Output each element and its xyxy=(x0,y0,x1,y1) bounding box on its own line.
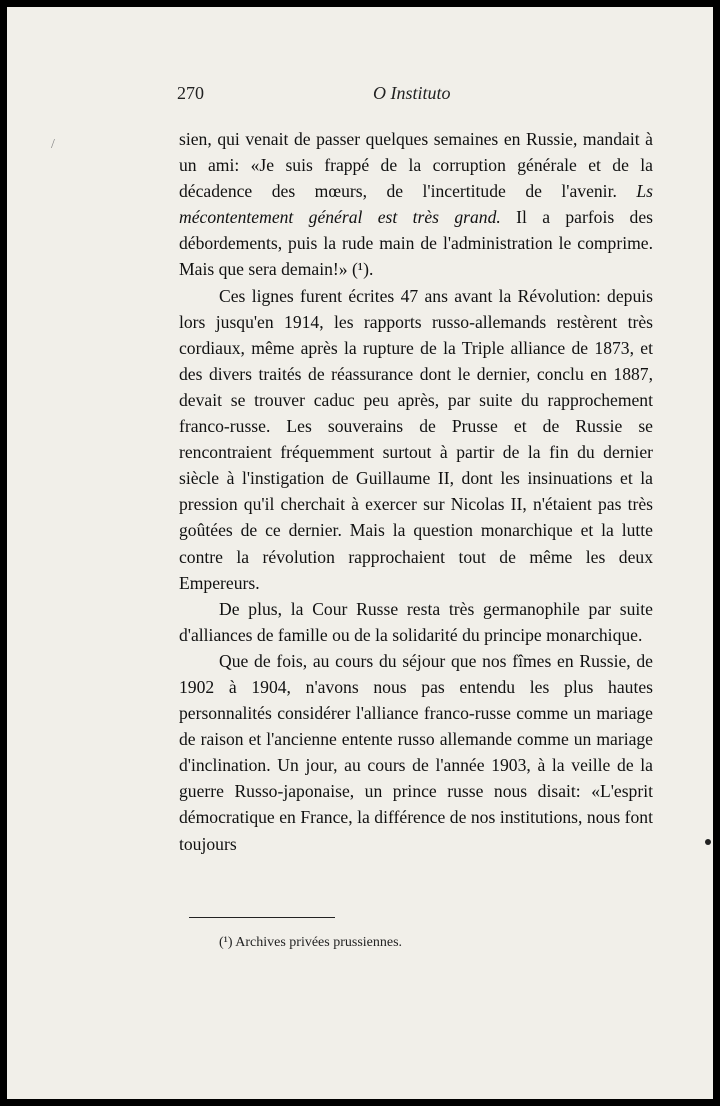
scan-mark: / xyxy=(51,137,55,152)
running-title: O Instituto xyxy=(373,83,451,103)
paragraph-2: Ces lignes furent écrites 47 ans avant la Révolution: depuis lors jusqu'en 1914, les rapports russo-allemands restèrent très cordiaux, même après la rupture de la Triple alliance de 1873, et des divers traités de réassurance dont le dernier, conclu en 1887, devait se trouver caduc peu après, par suite du rapprochement franco-russe. Les souverains de Prusse et de Russie se rencontraient fréquemment surtout à partir de la fin du dernier siècle à l'instigation de Guillaume II, dont les insinuations et la pression qu'il cherchait à exercer sur Nicolas II, n'étaient pas très goûtées de ce dernier. Mais la question monarchique et la lutte contre la révolution rapprochaient tout de même les deux Empereurs. xyxy=(179,285,653,593)
page-number: 270 xyxy=(177,83,204,103)
paragraph-4: Que de fois, au cours du séjour que nos fîmes en Russie, de 1902 à 1904, n'avons nous pas entendu les plus hautes personnalités considérer l'alliance franco-russe comme un mariage de raison et l'ancienne entente russo allemande comme un mariage d'inclination. Un jour, au cours de l'année 1903, à la veille de la guerre Russo-japonaise, un prince russe nous disait: «L'esprit démocratique en France, la différence de nos institutions, nous font toujours xyxy=(179,650,653,854)
scan-speck xyxy=(705,839,711,845)
paragraph-1 xyxy=(179,126,653,283)
footnote-rule xyxy=(189,917,335,918)
paragraph-1-text: sien, qui venait de passer quelques semaines en Russie, mandait à un ami: «Je suis frappé de la corruption générale et de la décadence des mœurs, de l'incertitude de l'avenir. xyxy=(179,129,653,202)
page-header xyxy=(177,83,657,111)
body-text xyxy=(179,126,653,857)
paragraph-1-italic: Ls mécontentement général est très grand. xyxy=(179,181,653,228)
book-page xyxy=(7,7,713,1099)
footnote: (¹) Archives privées prussiennes. xyxy=(219,935,403,950)
paragraph-3: De plus, la Cour Russe resta très germanophile par suite d'alliances de famille ou de la solidarité du principe monarchique. xyxy=(179,598,653,645)
paragraph-1-text-after: Il a parfois des débordements, puis la rude main de l'administration le comprime. Mais que sera demain!» (¹). xyxy=(179,207,653,280)
